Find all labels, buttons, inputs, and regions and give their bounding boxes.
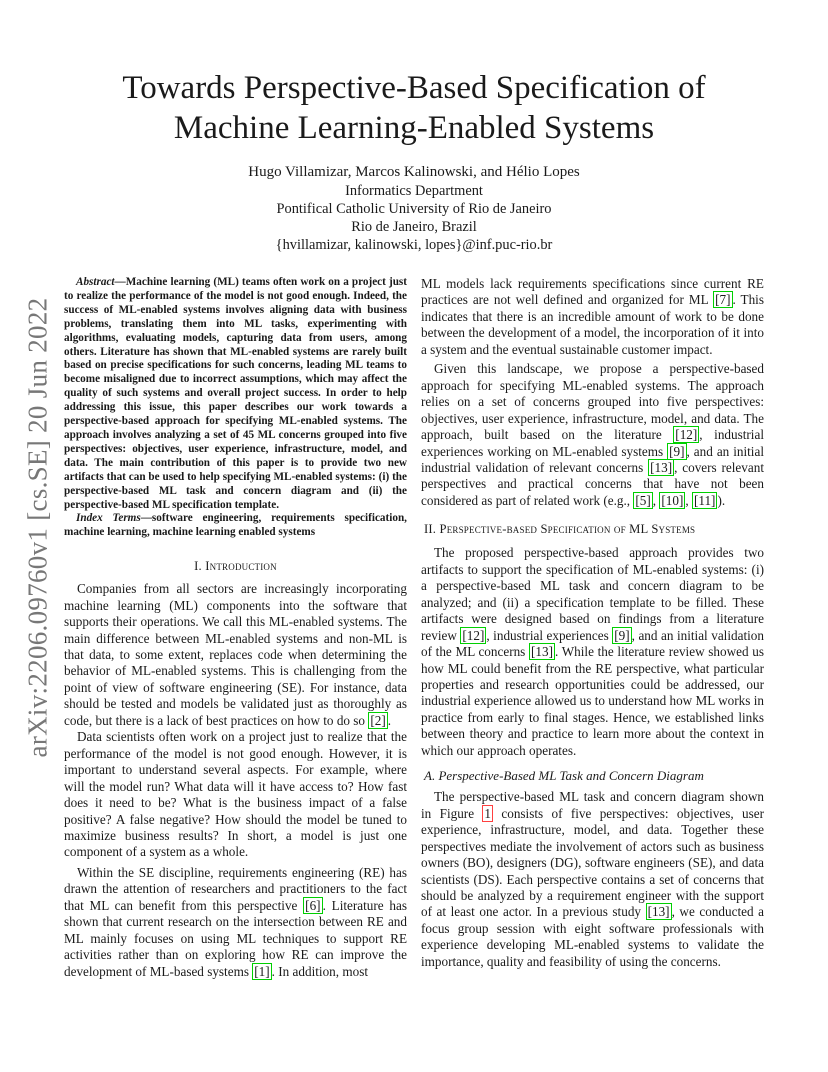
intro-p1-end: .: [387, 712, 392, 728]
citation-link[interactable]: [11]: [693, 492, 716, 508]
right-paragraph-1: [421, 276, 764, 358]
intro-paragraph-3: [64, 865, 407, 980]
paper-title: [60, 68, 768, 148]
author-block: [60, 163, 768, 254]
section-heading-introduction: I. Introduction: [194, 559, 277, 574]
right-p3-mid1: , industrial experiences: [486, 627, 613, 643]
right-paragraph-2: [421, 361, 764, 509]
intro-p3-mid: . Literature has shown that current research on the intersection between RE and ML mainly focuses on using ML techniques to support RE activities rather than on exploring how RE can improve the development of ML-based systems: [64, 897, 407, 979]
right-column: [421, 276, 764, 970]
figure-reference-link[interactable]: 1: [484, 805, 492, 821]
right-p2-mid1: , industrial experiences working on ML-enabled systems: [421, 427, 764, 459]
abstract-text: Machine learning (ML) teams often work on a project just to realize the performance of the model is not good enough. Indeed, the success of ML-enabled systems involves aligning data with business problems, translating them into ML tasks, experimenting with algorithms, evaluating models, capturing data from users, among others. Literature has shown that ML-enabled systems are rarely built based on precise specifications for such concerns, leading ML teams to become misaligned due to incorrect assumptions, which may affect the quality of such systems and overall project success. In order to help addressing this issue, this paper describes our work towards a perspective-based approach for specifying ML-enabled systems. The approach involves analyzing a set of 45 ML concerns grouped into five perspectives: objectives, user experience, infrastructure, model, and data. The main contribution of this paper is to provide two new artifacts that can be used to help specifying ML-enabled systems: (i) the perspective-based ML task and concern diagram and (ii) the perspective-based ML specification template.: [64, 276, 407, 511]
citation-link[interactable]: [6]: [305, 897, 321, 913]
citation-link[interactable]: [7]: [715, 292, 731, 308]
index-terms-dash: —: [140, 512, 152, 525]
right-p2-mid3: , covers relevant perspectives and practical concerns that have not been considered as part of related work (e.g.,: [421, 459, 764, 508]
author-city: Rio de Janeiro, Brazil: [351, 219, 477, 235]
index-terms: [64, 512, 407, 540]
right-p4-end: , we conducted a focus group session with eight software professionals with experience developing ML-enabled systems to validate the importance, quality and feasibility of using the concerns.: [421, 904, 764, 969]
right-paragraph-3: [421, 545, 764, 759]
right-p2-sep2: ,: [685, 492, 692, 508]
arxiv-identifier: arXiv:2206.09760v1 [cs.SE] 20 Jun 2022: [22, 297, 53, 758]
right-p2-mid2: , and an initial industrial validation of relevant concerns: [421, 443, 764, 475]
right-p1-text: ML models lack requirements specifications since current RE practices are not well defined and organized for ML: [421, 276, 764, 308]
right-p3-mid2: , and an initial validation of the ML concerns: [421, 627, 764, 660]
section-heading-2: II. Perspective-based Specification of ML Systems: [424, 522, 696, 537]
citation-link[interactable]: [13]: [650, 459, 673, 475]
arxiv-stamp: [16, 297, 60, 758]
citation-link[interactable]: [9]: [614, 627, 630, 643]
subsection-heading-a: A. Perspective-Based ML Task and Concern Diagram: [424, 768, 704, 784]
citation-link[interactable]: [5]: [635, 492, 651, 508]
citation-link[interactable]: [1]: [254, 963, 270, 979]
author-university: Pontifical Catholic University of Rio de Janeiro: [276, 201, 552, 217]
right-p1-end: . This indicates that there is an incredible amount of work to be done between the development of a model, the incorporation of it into a system and the eventual sustainable customer impact.: [421, 292, 764, 357]
citation-link[interactable]: [9]: [669, 443, 685, 459]
author-email: {hvillamizar, kalinowski, lopes}@inf.puc-rio.br: [275, 237, 553, 253]
index-terms-text: software engineering, requirements specification, machine learning, machine learning enabled systems: [64, 512, 407, 539]
citation-link[interactable]: [13]: [647, 904, 670, 920]
author-names: Hugo Villamizar, Marcos Kalinowski, and Hélio Lopes: [248, 164, 580, 180]
index-terms-label: Index Terms: [76, 512, 141, 525]
citation-link[interactable]: [12]: [462, 627, 485, 643]
right-p2-end: ).: [717, 492, 726, 508]
abstract-dash: —: [114, 276, 126, 288]
citation-link[interactable]: [13]: [531, 644, 553, 660]
abstract: [64, 276, 407, 512]
intro-paragraph-1: [64, 581, 407, 729]
intro-paragraph-2: Data scientists often work on a project just to realize that the performance of the model is not good enough. However, it is important to understand several aspects. For example, where will the model run? What data will it have access to? How fast does it need to be? What is the business impact of a false positive? A false negative? How should the model be tuned to maximize business results? In short, a model is just one component of a system as a whole.: [64, 729, 407, 860]
intro-p1-text: Companies from all sectors are increasingly incorporating machine learning (ML) components into the software that supports their operations. We call this ML-enabled systems. The main difference between ML-enabled systems and non-ML is that data, to some extent, replaces code when determining the behavior of ML-enabled systems. This is challenging from the point of view of software engineering (SE). For instance, data should be tested and models be validated just as thoroughly as code, but there is a lack of best practices on how to do so: [64, 581, 407, 728]
author-department: Informatics Department: [345, 183, 483, 199]
citation-link[interactable]: [10]: [661, 492, 684, 508]
right-p3-end: . While the literature review showed us how ML could benefit from the RE perspective, what particular properties and research opportunities could be addressed, our industrial experience allowed us to understand how ML works in practice from early to final stages. Hence, we established links between theory and practice to learn more about the context in which our approach operates.: [421, 644, 764, 758]
intro-p3-end: . In addition, most: [271, 963, 368, 979]
citation-link[interactable]: [12]: [675, 427, 698, 443]
intro-p3-text: Within the SE discipline, requirements engineering (RE) has drawn the attention of researchers and practitioners to the fact that ML can benefit from this perspective: [64, 864, 407, 913]
right-p2-text: Given this landscape, we propose a perspective-based approach for specifying ML-enabled systems. The approach relies on a set of concerns grouped into five perspectives: objectives, user experience, infrastructure, model, and data. The approach, built based on the literature: [421, 361, 764, 443]
right-p4-mid: consists of five perspectives: objectives, user experience, infrastructure, model, and data. Together these perspectives mediate the involvement of actors such as business owners (BO), designers (DG), software engineers (SE), and data scientists (DS). Each perspective contains a set of concerns that should be analyzed by a requirement engineer with the support of at least one actor. In a previous study: [421, 805, 764, 920]
left-column: [64, 276, 407, 980]
right-p2-sep1: ,: [652, 492, 660, 508]
right-p3-text: The proposed perspective-based approach provides two artifacts to support the specification of ML-enabled systems: (i) a perspective-based ML task and concern diagram to be analyzed; and (ii) a specification template to be filled. These artifacts were designed based on findings from a literature review: [421, 545, 764, 643]
abstract-label: Abstract: [76, 276, 115, 288]
right-paragraph-4: [421, 789, 764, 970]
citation-link[interactable]: [2]: [370, 712, 386, 728]
title-line-2: Machine Learning-Enabled Systems: [173, 110, 655, 146]
title-line-1: Towards Perspective-Based Specification of: [122, 70, 706, 106]
right-p4-text: The perspective-based ML task and concern diagram shown in Figure: [421, 789, 764, 821]
